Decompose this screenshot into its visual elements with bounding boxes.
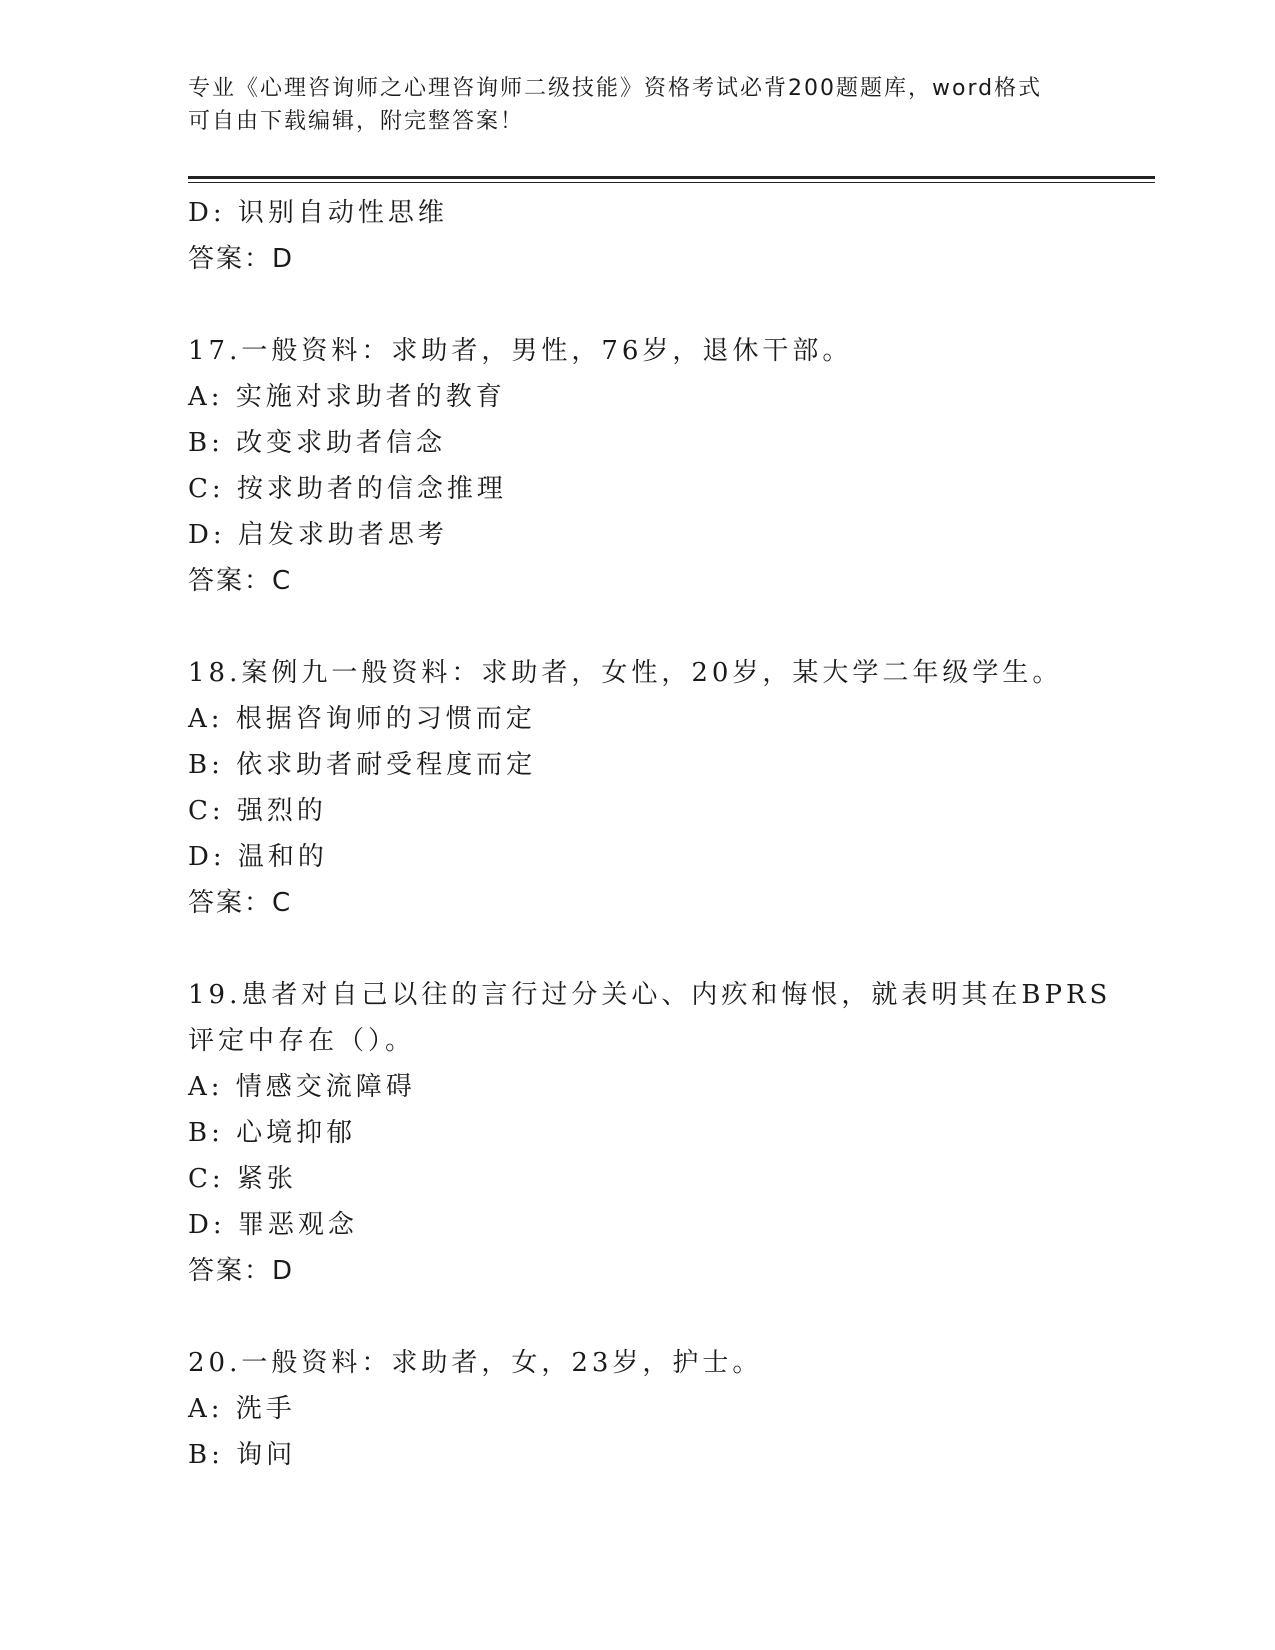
- option-d: D: 温和的: [188, 842, 328, 872]
- document-header: [188, 72, 1088, 138]
- option-c: C: 按求助者的信念推理: [188, 474, 507, 504]
- spacer: [188, 1294, 1068, 1340]
- option-b: B: 改变求助者信念: [188, 428, 447, 458]
- answer: 答案：C: [188, 888, 293, 918]
- question-17: [188, 328, 1068, 604]
- option-c: C: 紧张: [188, 1164, 297, 1194]
- prev-option-d: D: 识别自动性思维: [188, 198, 448, 228]
- question-stem: 20.一般资料：求助者，女，23岁，护士。: [188, 1348, 763, 1378]
- option-a: A: 根据咨询师的习惯而定: [188, 704, 536, 734]
- question-18: [188, 650, 1068, 926]
- option-b: B: 依求助者耐受程度而定: [188, 750, 537, 780]
- option-b: B: 询问: [188, 1440, 297, 1470]
- header-line-1: 专业《心理咨询师之心理咨询师二级技能》资格考试必背200题题库，word格式: [188, 76, 1043, 101]
- header-line-2: 可自由下载编辑，附完整答案！: [188, 109, 525, 134]
- spacer: [188, 604, 1068, 650]
- option-a: A: 实施对求助者的教育: [188, 382, 506, 412]
- question-content: [188, 190, 1112, 1478]
- question-stem: 18.案例九一般资料：求助者，女性，20岁，某大学二年级学生。: [188, 658, 1063, 688]
- option-c: C: 强烈的: [188, 796, 327, 826]
- question-19: [188, 972, 1112, 1294]
- option-a: A: 洗手: [188, 1394, 296, 1424]
- question-stem-line-1: 19.患者对自己以往的言行过分关心、内疚和悔恨，就表明其在BPRS: [188, 980, 1112, 1010]
- spacer: [188, 282, 1068, 328]
- option-d: D: 罪恶观念: [188, 1210, 358, 1240]
- option-d: D: 启发求助者思考: [188, 520, 448, 550]
- question-stem-line-2: 评定中存在（）。: [188, 1026, 416, 1056]
- option-a: A: 情感交流障碍: [188, 1072, 416, 1102]
- header-rule-thick: [188, 176, 1155, 179]
- option-b: B: 心境抑郁: [188, 1118, 357, 1148]
- prev-answer: 答案：D: [188, 244, 295, 274]
- answer: 答案：D: [188, 1256, 295, 1286]
- spacer: [188, 926, 1068, 972]
- question-stem: 17.一般资料：求助者，男性，76岁，退休干部。: [188, 336, 853, 366]
- answer: 答案：C: [188, 566, 293, 596]
- question-20: [188, 1340, 1068, 1478]
- header-rule-thin: [188, 182, 1155, 183]
